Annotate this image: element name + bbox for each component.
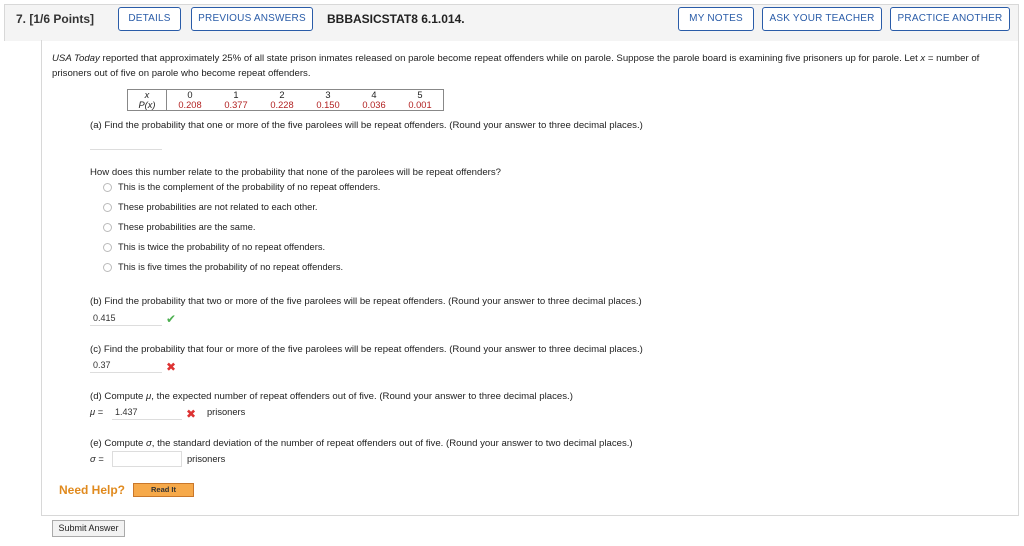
part-a-answer-input[interactable]: [90, 134, 162, 150]
x-value: 0: [167, 90, 214, 101]
radio-button[interactable]: [103, 183, 112, 192]
correct-check-icon: ✔: [166, 312, 177, 326]
option-five-times[interactable]: This is five times the probability of no repeat offenders.: [103, 262, 343, 272]
radio-button[interactable]: [103, 243, 112, 252]
p-value: 0.150: [305, 100, 351, 111]
part-a-followup: How does this number relate to the probability that none of the parolees will be repeat offenders?: [90, 167, 502, 178]
part-b-question: (b) Find the probability that two or more of the five parolees will be repeat offenders. (Round your answer to three decimal places.): [90, 296, 642, 307]
incorrect-x-icon: ✖: [166, 360, 177, 374]
option-twice[interactable]: This is twice the probability of no repeat offenders.: [103, 242, 325, 252]
x-value: 3: [305, 90, 351, 101]
x-value: 2: [259, 90, 305, 101]
x-value: 5: [397, 90, 444, 101]
x-value: 1: [213, 90, 259, 101]
x-value: 4: [351, 90, 397, 101]
radio-button[interactable]: [103, 223, 112, 232]
p-value: 0.228: [259, 100, 305, 111]
sigma-unit: prisoners: [187, 454, 226, 464]
mu-label: μ =: [90, 407, 104, 417]
submit-answer-button[interactable]: Submit Answer: [52, 520, 125, 537]
practice-another-button[interactable]: PRACTICE ANOTHER: [890, 7, 1010, 31]
p-value: 0.377: [213, 100, 259, 111]
p-value: 0.001: [397, 100, 444, 111]
read-it-button[interactable]: Read It: [133, 483, 194, 497]
mu-answer-input[interactable]: 1.437: [112, 404, 182, 420]
part-d-question: (d) Compute μ, the expected number of repeat offenders out of five. (Round your answer to three decimal places.): [90, 391, 573, 402]
mu-unit: prisoners: [207, 407, 246, 417]
px-header: P(x): [128, 100, 167, 111]
previous-answers-button[interactable]: PREVIOUS ANSWERS: [191, 7, 313, 31]
radio-button[interactable]: [103, 203, 112, 212]
need-help-label: Need Help?: [59, 483, 126, 497]
p-value: 0.208: [167, 100, 214, 111]
details-button[interactable]: DETAILS: [118, 7, 181, 31]
part-e-question: (e) Compute σ, the standard deviation of the number of repeat offenders out of five. (Round your answer to two decimal places.): [90, 438, 633, 449]
sigma-label: σ =: [90, 454, 104, 464]
ask-teacher-button[interactable]: ASK YOUR TEACHER: [762, 7, 882, 31]
part-a-question: (a) Find the probability that one or more of the five parolees will be repeat offenders. (Round your answer to three decimal places.): [90, 120, 643, 131]
option-complement[interactable]: This is the complement of the probability of no repeat offenders.: [103, 182, 380, 192]
radio-button[interactable]: [103, 263, 112, 272]
incorrect-x-icon: ✖: [186, 407, 197, 421]
my-notes-button[interactable]: MY NOTES: [678, 7, 754, 31]
option-same[interactable]: These probabilities are the same.: [103, 222, 255, 232]
question-id: BBBASICSTAT8 6.1.014.: [327, 12, 465, 26]
x-header: x: [128, 90, 167, 101]
sigma-answer-input[interactable]: [112, 451, 182, 467]
option-not-related[interactable]: These probabilities are not related to each other.: [103, 202, 318, 212]
part-c-answer-input[interactable]: 0.37: [90, 357, 162, 373]
problem-intro: USA Today reported that approximately 25% of all state prison inmates released on parole become repeat offenders while on parole. Suppose the parole board is examining five prisoners up for parole. Let x = number of prisoners out of five on parole who become repeat offenders.: [52, 53, 980, 79]
question-number: 7. [1/6 Points]: [16, 12, 95, 26]
probability-table: [127, 89, 444, 111]
part-b-answer-input[interactable]: 0.415: [90, 310, 162, 326]
p-value: 0.036: [351, 100, 397, 111]
part-c-question: (c) Find the probability that four or more of the five parolees will be repeat offenders. (Round your answer to three decimal places.): [90, 344, 643, 355]
